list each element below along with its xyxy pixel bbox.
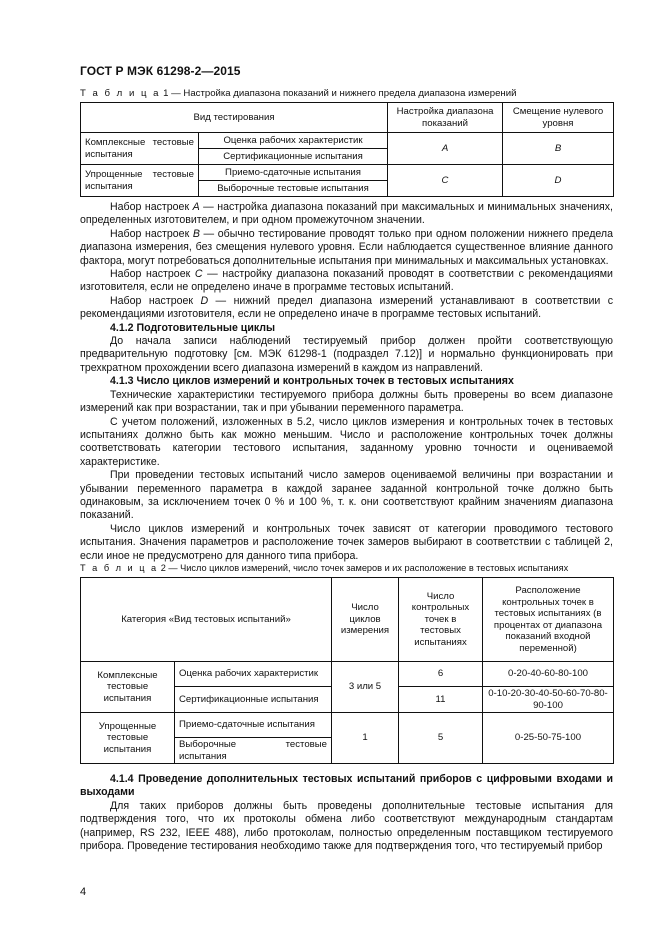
table1-group1: Комплексные тестовые испытания xyxy=(81,133,199,165)
paragraph-4-1-3-b: С учетом положений, изложенных в 5.2, число циклов измерения и контрольных точек в тестовых испытаниях должно быть как можно меньшим. Число и расположение контрольных точек должны соответствовать категории тестового испытания, заданному уровню точности и оцениваемой характеристике. xyxy=(80,415,613,468)
table1-group1-sub2: Сертификационные испытания xyxy=(199,149,388,165)
set-c-prefix: Набор настроек xyxy=(110,268,191,281)
table2-group2-sub2: Выборочные тестовые испытания xyxy=(175,738,332,764)
set-b-prefix: Набор настроек xyxy=(110,227,190,240)
heading-4-1-3: 4.1.3 Число циклов измерений и контрольных точек в тестовых испытаниях xyxy=(110,375,514,388)
standard-header: ГОСТ Р МЭК 61298-2—2015 xyxy=(80,64,241,78)
table1-group2-range: C xyxy=(388,165,503,197)
table1-header-test-type: Вид тестирования xyxy=(81,103,388,133)
table1-group2-zero: D xyxy=(503,165,614,197)
table2-group2-location: 0-25-50-75-100 xyxy=(483,713,614,764)
set-a-letter: A xyxy=(192,201,200,213)
table1-group2-sub1: Приемо-сдаточные испытания xyxy=(199,165,388,181)
set-a-text: — настройка диапазона показаний при максимальных и минимальных значениях, определенных изготовителем, и при одном промежуточном значении. xyxy=(80,201,613,227)
table1-caption xyxy=(80,88,516,99)
table2-header-cycles: Число циклов измерения xyxy=(332,578,399,662)
table2-group1-cycles: 3 или 5 xyxy=(332,662,399,713)
paragraph-set-c xyxy=(80,268,613,295)
table2-group2-cycles: 1 xyxy=(332,713,399,764)
table2-header-location: Расположение контрольных точек в тестовых испытаниях (в процентах от диапазона показаний входной переменной) xyxy=(483,578,614,662)
table2-caption-text: 2 — Число циклов измерений, число точек замеров и их расположение в тестовых испытаниях xyxy=(160,563,569,573)
table2-group2-points: 5 xyxy=(399,713,483,764)
set-a-prefix: Набор настроек xyxy=(110,201,190,213)
table1-group2-sub2: Выборочные тестовые испытания xyxy=(199,181,388,197)
paragraph-set-b xyxy=(80,228,613,268)
table1-group2: Упрощенные тестовые испытания xyxy=(81,165,199,197)
set-b-letter: B xyxy=(192,227,200,240)
paragraph-4-1-3-d: Число циклов измерений и контрольных точек зависят от категории проводимого тестового испытания. Значения параметров и расположение точек замеров выбирают в соответствии с таблицей 2, если иное не предусмотрено для данного типа прибора. xyxy=(80,522,613,562)
set-c-letter: C xyxy=(194,268,203,281)
table1-group1-range: A xyxy=(388,133,503,165)
table2-group1-location2: 0-10-20-30-40-50-60-70-80-90-100 xyxy=(483,687,614,713)
table2-group1-points2: 11 xyxy=(399,687,483,713)
table2-header-points: Число контрольных точек в тестовых испытаниях xyxy=(399,578,483,662)
set-c-text: — настройку диапазона показаний проводят в соответствии с рекомендациями изготовителя, если не определено иначе в программе тестовых испытаний. xyxy=(80,268,613,294)
table2-caption-label: Т а б л и ц а xyxy=(80,563,159,573)
set-d-letter: D xyxy=(200,294,209,307)
table1-caption-label: Т а б л и ц а xyxy=(80,88,161,99)
table1-group1-sub1: Оценка рабочих характеристик xyxy=(199,133,388,149)
table2-group2-sub1: Приемо-сдаточные испытания xyxy=(175,713,332,738)
heading-4-1-2: 4.1.2 Подготовительные циклы xyxy=(110,321,276,334)
table2-group1-sub2: Сертификационные испытания xyxy=(175,687,332,713)
table1-header-range: Настройка диапазона показаний xyxy=(388,103,503,133)
paragraph-4-1-2: До начала записи наблюдений тестируемый прибор должен пройти соответствующую предварительную подготовку [см. МЭК 61298-1 (подраздел 7.12)] и нормально функционировать при трехкратном прохождении всего диапазона измерений в каждом из направлений. xyxy=(80,335,613,374)
table2-group2: Упрощенные тестовые испытания xyxy=(81,713,175,764)
table2-group1-location1: 0-20-40-60-80-100 xyxy=(483,662,614,687)
table-1 xyxy=(80,102,614,197)
paragraph-4-1-3-a: Технические характеристики тестируемого прибора должны быть проверены во всем диапазоне измерений как при возрастании, так и при убывании переменного параметра. xyxy=(80,388,613,415)
set-b-text: — обычно тестирование проводят только при одном положении нижнего предела диапазона измерения, без смещения нулевого уровня. Если наблюдается существенное влияние данного фактора, могут потребоваться дополнительные испытания при минимальных и максимальных установках. xyxy=(80,227,613,267)
paragraph-set-d xyxy=(80,295,613,322)
paragraph-4-1-4: Для таких приборов должны быть проведены дополнительные тестовые испытания для подтверждения того, что их протоколы обмена либо соответствуют международным стандартам (например, RS 232, IEEE 488), либо протоколам, полностью определенным поставщиком тестируемого прибора. Проведение тестирования необходимо также для подтверждения того, что тестируемый прибор xyxy=(80,799,613,853)
set-d-prefix: Набор настроек xyxy=(110,294,194,307)
body-text-2 xyxy=(80,773,613,853)
table2-group1-points1: 6 xyxy=(399,662,483,687)
paragraph-set-a xyxy=(80,201,613,228)
table2-group1-sub1: Оценка рабочих характеристик xyxy=(175,662,332,687)
table-2 xyxy=(80,577,614,764)
body-text-1 xyxy=(80,201,613,563)
table1-group1-zero: B xyxy=(503,133,614,165)
page-number: 4 xyxy=(80,886,87,898)
table2-group1: Комплексные тестовые испытания xyxy=(81,662,175,713)
table2-header-category: Категория «Вид тестовых испытаний» xyxy=(81,578,332,662)
heading-4-1-4: 4.1.4 Проведение дополнительных тестовых испытаний приборов с цифровыми входами и выходами xyxy=(80,773,613,799)
paragraph-4-1-3-c: При проведении тестовых испытаний число замеров оцениваемой величины при возрастании и убывании переменного параметра в каждой заранее заданной контрольной точке должно быть одинаковым, за исключением точек 0 % и 100 %, т. к. они соответствуют крайним значениям диапазона показаний. xyxy=(80,469,613,522)
set-d-text: — нижний предел диапазона измерений устанавливают в соответствии с рекомендациями изготовителя, если не определено иначе в программе тестовых испытаний. xyxy=(80,294,614,321)
table1-header-zero: Смещение нулевого уровня xyxy=(503,103,614,133)
table1-caption-text: 1 — Настройка диапазона показаний и нижнего предела диапазона измерений xyxy=(163,88,517,99)
table2-caption xyxy=(80,563,568,573)
